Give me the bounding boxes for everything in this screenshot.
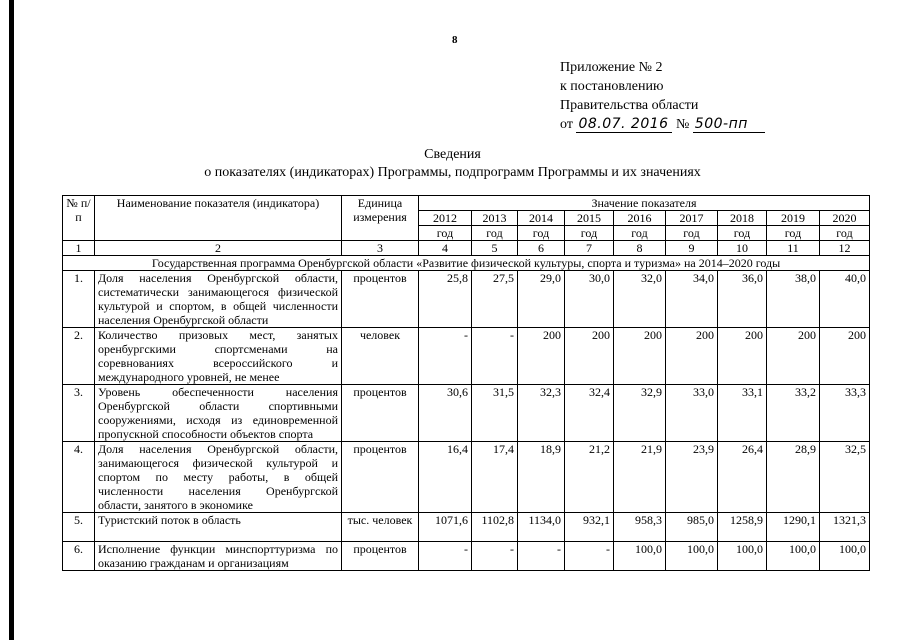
row-value: 1258,9 bbox=[718, 513, 767, 542]
col-number: 6 bbox=[518, 241, 565, 256]
handwritten-date: 08.07. 2016 bbox=[576, 117, 672, 133]
row-unit: человек bbox=[342, 328, 419, 385]
scan-edge-bar bbox=[9, 0, 14, 640]
row-unit: процентов bbox=[342, 271, 419, 328]
date-prefix: от bbox=[560, 117, 573, 132]
row-num: 3. bbox=[63, 385, 95, 442]
header-year-2012: 2012 bbox=[419, 211, 472, 226]
row-value: 33,0 bbox=[666, 385, 718, 442]
header-year-2019: 2019 bbox=[767, 211, 820, 226]
col-number: 4 bbox=[419, 241, 472, 256]
header-year-2014: 2014 bbox=[518, 211, 565, 226]
table-row bbox=[63, 385, 870, 442]
row-value: - bbox=[472, 328, 518, 385]
row-value: - bbox=[419, 328, 472, 385]
row-num: 6. bbox=[63, 542, 95, 571]
row-value: 200 bbox=[518, 328, 565, 385]
row-value: 40,0 bbox=[820, 271, 870, 328]
row-value: 29,0 bbox=[518, 271, 565, 328]
row-name: Доля населения Оренбургской области, занимающегося физической культурой и спортом по месту работы, в общей численности населения Оренбургской области, занятого в экономике bbox=[95, 442, 342, 513]
row-value: - bbox=[518, 542, 565, 571]
header-unit: Единица измерения bbox=[342, 196, 419, 241]
page-number: 8 bbox=[452, 34, 458, 46]
appendix-block bbox=[560, 58, 765, 134]
col-number: 8 bbox=[614, 241, 666, 256]
table-row bbox=[63, 271, 870, 328]
row-value: 32,4 bbox=[565, 385, 614, 442]
col-number: 2 bbox=[95, 241, 342, 256]
row-value: 100,0 bbox=[666, 542, 718, 571]
header-year-2016: 2016 bbox=[614, 211, 666, 226]
row-value: 100,0 bbox=[614, 542, 666, 571]
row-value: - bbox=[419, 542, 472, 571]
row-value: 27,5 bbox=[472, 271, 518, 328]
row-name: Туристский поток в область bbox=[95, 513, 342, 542]
row-value: 958,3 bbox=[614, 513, 666, 542]
row-num: 4. bbox=[63, 442, 95, 513]
col-number: 12 bbox=[820, 241, 870, 256]
appendix-date-line bbox=[560, 115, 765, 134]
col-number: 11 bbox=[767, 241, 820, 256]
row-value: 32,5 bbox=[820, 442, 870, 513]
row-value: 32,9 bbox=[614, 385, 666, 442]
row-value: 21,9 bbox=[614, 442, 666, 513]
table-row bbox=[63, 328, 870, 385]
header-value: Значение показателя bbox=[419, 196, 870, 211]
header-num: № п/п bbox=[63, 196, 95, 241]
header-year-2013: 2013 bbox=[472, 211, 518, 226]
row-value: 28,9 bbox=[767, 442, 820, 513]
row-name: Уровень обеспеченности населения Оренбургской области спортивными сооружениями, исходя из единовременной пропускной способности объектов спорта bbox=[95, 385, 342, 442]
row-value: 100,0 bbox=[718, 542, 767, 571]
row-value: 200 bbox=[565, 328, 614, 385]
header-year-2015: 2015 bbox=[565, 211, 614, 226]
appendix-line-2: к постановлению bbox=[560, 79, 664, 94]
row-value: 33,2 bbox=[767, 385, 820, 442]
document-subtitle: о показателях (индикаторах) Программы, подпрограмм Программы и их значениях bbox=[204, 165, 701, 180]
row-value: 31,5 bbox=[472, 385, 518, 442]
col-number: 9 bbox=[666, 241, 718, 256]
table-row bbox=[63, 542, 870, 571]
row-value: 38,0 bbox=[767, 271, 820, 328]
row-name: Исполнение функции минспорттуризма по оказанию гражданам и организациям bbox=[95, 542, 342, 571]
row-value: 33,3 bbox=[820, 385, 870, 442]
row-value: 200 bbox=[767, 328, 820, 385]
header-god-2018: год bbox=[718, 226, 767, 241]
appendix-line-3: Правительства области bbox=[560, 98, 699, 113]
row-value: 30,0 bbox=[565, 271, 614, 328]
row-value: - bbox=[565, 542, 614, 571]
header-god-2013: год bbox=[472, 226, 518, 241]
header-god-2015: год bbox=[565, 226, 614, 241]
row-value: 36,0 bbox=[718, 271, 767, 328]
header-year-2018: 2018 bbox=[718, 211, 767, 226]
table-row bbox=[63, 442, 870, 513]
appendix-line-1: Приложение № 2 bbox=[560, 60, 663, 75]
row-unit: процентов bbox=[342, 542, 419, 571]
row-value: 1102,8 bbox=[472, 513, 518, 542]
row-unit: процентов bbox=[342, 385, 419, 442]
row-value: 26,4 bbox=[718, 442, 767, 513]
header-god-2012: год bbox=[419, 226, 472, 241]
header-god-2016: год bbox=[614, 226, 666, 241]
header-year-2020: 2020 bbox=[820, 211, 870, 226]
header-god-2014: год bbox=[518, 226, 565, 241]
row-value: 30,6 bbox=[419, 385, 472, 442]
row-unit: тыс. человек bbox=[342, 513, 419, 542]
row-value: 100,0 bbox=[767, 542, 820, 571]
row-value: 1321,3 bbox=[820, 513, 870, 542]
row-num: 5. bbox=[63, 513, 95, 542]
header-name: Наименование показателя (индикатора) bbox=[95, 196, 342, 241]
col-number: 1 bbox=[63, 241, 95, 256]
row-name: Количество призовых мест, занятых оренбургскими спортсменами на соревнованиях всероссийского и международного уровней, не менее bbox=[95, 328, 342, 385]
header-year-2017: 2017 bbox=[666, 211, 718, 226]
row-value: 18,9 bbox=[518, 442, 565, 513]
document-title: Сведения bbox=[424, 147, 481, 162]
row-value: 23,9 bbox=[666, 442, 718, 513]
row-name: Доля населения Оренбургской области, систематически занимающегося физической культурой и спортом, в общей численности населения Оренбургской области bbox=[95, 271, 342, 328]
row-value: 34,0 bbox=[666, 271, 718, 328]
header-god-2020: год bbox=[820, 226, 870, 241]
handwritten-number: 500-пп bbox=[693, 117, 765, 133]
header-god-2019: год bbox=[767, 226, 820, 241]
number-prefix: № bbox=[675, 117, 690, 132]
col-number: 5 bbox=[472, 241, 518, 256]
row-num: 1. bbox=[63, 271, 95, 328]
section-title: Государственная программа Оренбургской области «Развитие физической культуры, спорта и туризма» на 2014–2020 годы bbox=[63, 256, 870, 271]
indicators-table bbox=[62, 195, 870, 571]
header-god-2017: год bbox=[666, 226, 718, 241]
row-value: 1134,0 bbox=[518, 513, 565, 542]
row-value: 985,0 bbox=[666, 513, 718, 542]
row-value: 32,0 bbox=[614, 271, 666, 328]
col-number: 3 bbox=[342, 241, 419, 256]
table-row bbox=[63, 513, 870, 542]
row-value: 200 bbox=[820, 328, 870, 385]
row-value: 1071,6 bbox=[419, 513, 472, 542]
row-value: 16,4 bbox=[419, 442, 472, 513]
row-value: 21,2 bbox=[565, 442, 614, 513]
row-value: - bbox=[472, 542, 518, 571]
row-value: 1290,1 bbox=[767, 513, 820, 542]
row-value: 932,1 bbox=[565, 513, 614, 542]
row-value: 200 bbox=[614, 328, 666, 385]
column-number-row bbox=[63, 241, 870, 256]
row-value: 100,0 bbox=[820, 542, 870, 571]
row-value: 200 bbox=[718, 328, 767, 385]
row-unit: процентов bbox=[342, 442, 419, 513]
row-num: 2. bbox=[63, 328, 95, 385]
col-number: 10 bbox=[718, 241, 767, 256]
col-number: 7 bbox=[565, 241, 614, 256]
row-value: 17,4 bbox=[472, 442, 518, 513]
row-value: 33,1 bbox=[718, 385, 767, 442]
row-value: 25,8 bbox=[419, 271, 472, 328]
row-value: 32,3 bbox=[518, 385, 565, 442]
row-value: 200 bbox=[666, 328, 718, 385]
